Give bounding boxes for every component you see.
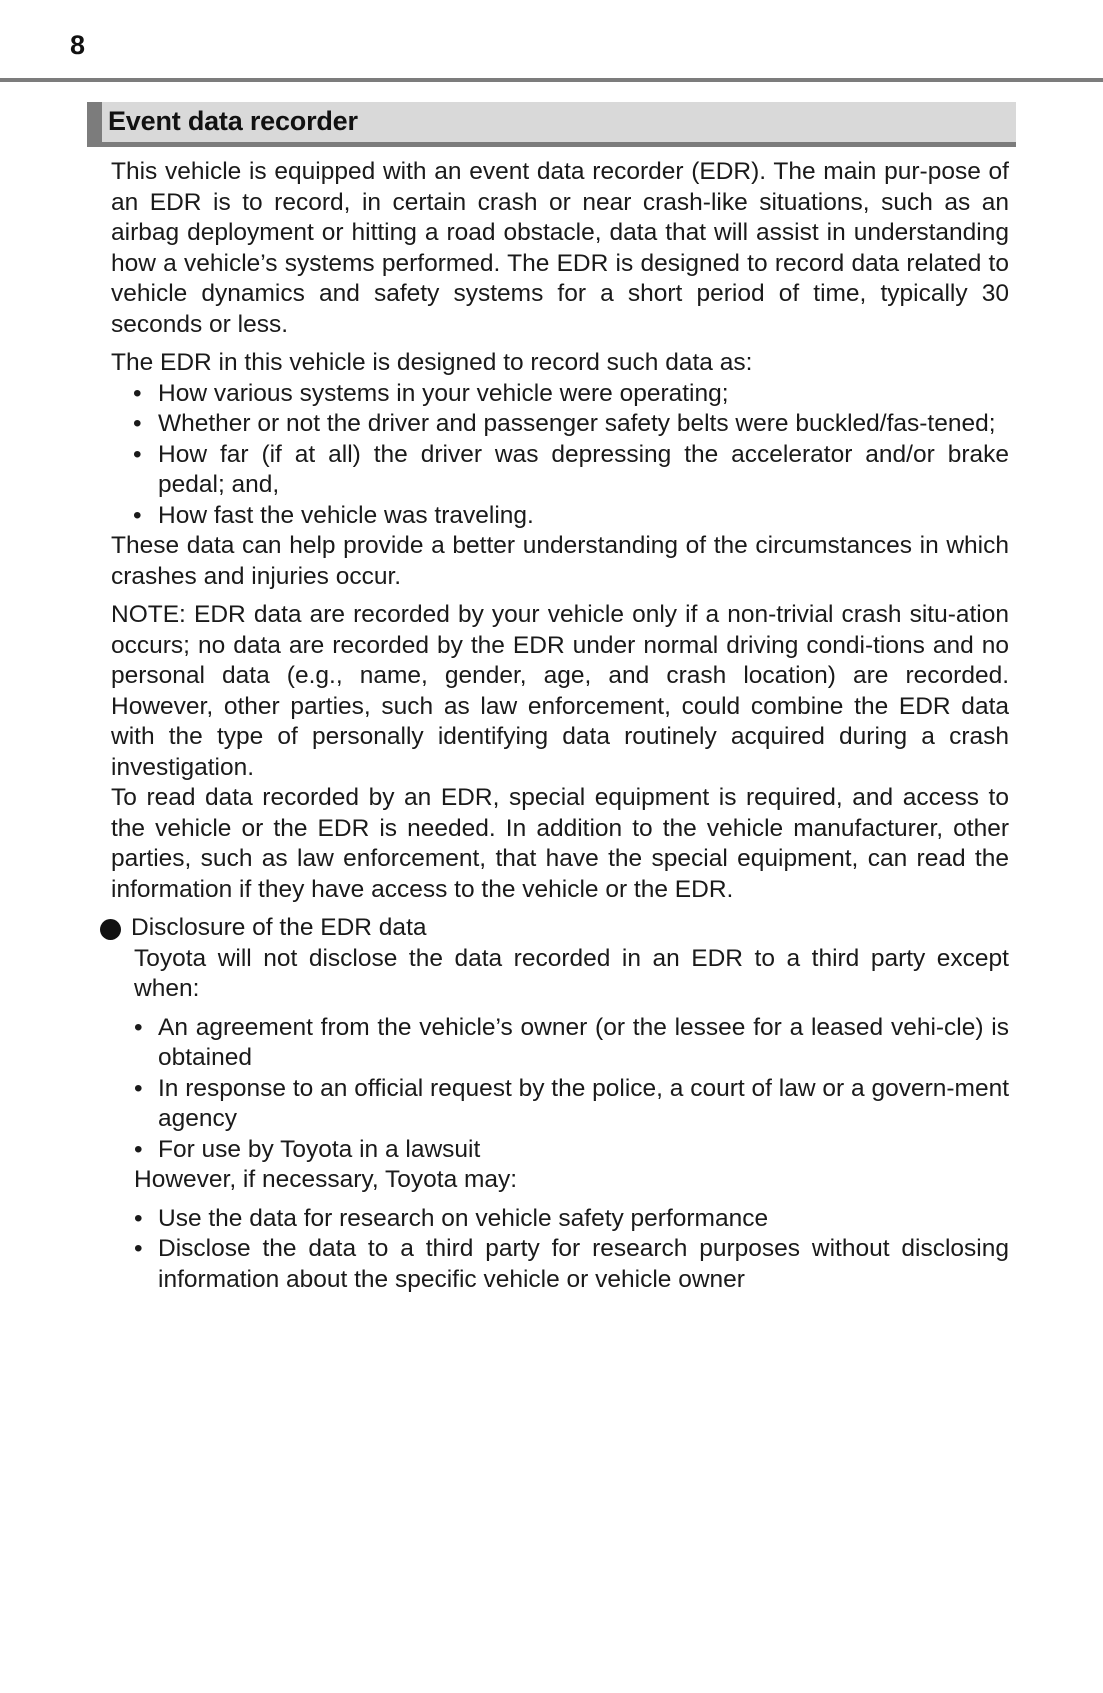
section-header-accent-bar <box>87 102 102 147</box>
list-item: • An agreement from the vehicle’s owner (or the lessee for a leased vehi-cle) is obtained <box>134 1013 1009 1071</box>
list-item: • How various systems in your vehicle were operating; <box>111 379 1009 410</box>
filled-circle-icon <box>100 919 121 940</box>
section-title: Event data recorder <box>108 106 358 136</box>
disclosure-body <box>111 944 1009 1296</box>
document-body <box>111 157 1009 1295</box>
paragraph-however: However, if necessary, Toyota may: <box>134 1166 518 1193</box>
bullet-icon: • <box>134 1204 143 1232</box>
paragraph-note: NOTE: EDR data are recorded by your vehicle only if a non-trivial crash situ-ation occurs; no data are recorded by the EDR under normal driving condi-tions and no personal data (e.g., name, gender, age, and crash location) are recorded. However, other parties, such as law enforcement, could combine the EDR data with the type of personally identifying data routinely acquired during a crash investigation. <box>111 601 1009 781</box>
list-item: • Use the data for research on vehicle safety performance <box>134 1204 1009 1235</box>
list-item: • How far (if at all) the driver was depressing the accelerator and/or brake pedal; and, <box>133 440 1009 498</box>
page-number: 8 <box>70 30 86 60</box>
list-item: • Whether or not the driver and passenger safety belts were buckled/fas-tened; <box>111 409 1009 440</box>
list-item: • For use by Toyota in a lawsuit <box>134 1135 1009 1166</box>
paragraph-understanding: These data can help provide a better understanding of the circumstances in which crashes and injuries occur. <box>111 532 1009 590</box>
list-item: • How fast the vehicle was traveling. <box>111 501 1009 532</box>
paragraph-intro: This vehicle is equipped with an event data recorder (EDR). The main pur-pose of an EDR is to record, in certain crash or near crash-like situations, such as an airbag deployment or hitting a road obstacle, data that will assist in understanding how a vehicle’s systems performed. The EDR is designed to record data related to vehicle dynamics and safety systems for a short period of time, typically 30 seconds or less. <box>111 158 1009 338</box>
bullet-icon: • <box>134 1135 143 1163</box>
list-item: • In response to an official request by the police, a court of law or a govern-ment agency <box>134 1074 1009 1132</box>
bullet-icon: • <box>133 379 142 407</box>
section-header <box>87 102 1016 147</box>
bullet-icon: • <box>134 1074 143 1102</box>
disclosure-heading: Disclosure of the EDR data <box>100 913 1009 944</box>
bullet-icon: • <box>133 410 142 437</box>
disclosure-conditions-list <box>134 1013 1009 1166</box>
bullet-icon: • <box>133 440 142 468</box>
recorded-data-list <box>111 379 1009 532</box>
paragraph-disclosure: Toyota will not disclose the data recorded in an EDR to a third party except when: <box>134 944 1009 1002</box>
bullet-icon: • <box>133 501 142 529</box>
list-item: • Disclose the data to a third party for research purposes without disclosing information about the specific vehicle or vehicle owner <box>134 1235 1009 1293</box>
toyota-may-list <box>134 1204 1009 1296</box>
paragraph-reading-data: To read data recorded by an EDR, special equipment is required, and access to the vehicle or the EDR is needed. In addition to the vehicle manufacturer, other parties, such as law enforcement, that have the special equipment, can read the information if they have access to the vehicle or the EDR. <box>111 784 1009 903</box>
disclosure-section <box>111 913 1009 1295</box>
header-divider <box>0 78 1103 82</box>
bullet-icon: • <box>134 1235 143 1262</box>
bullet-icon: • <box>134 1013 143 1041</box>
paragraph-edr-records: The EDR in this vehicle is designed to record such data as: <box>111 349 753 376</box>
